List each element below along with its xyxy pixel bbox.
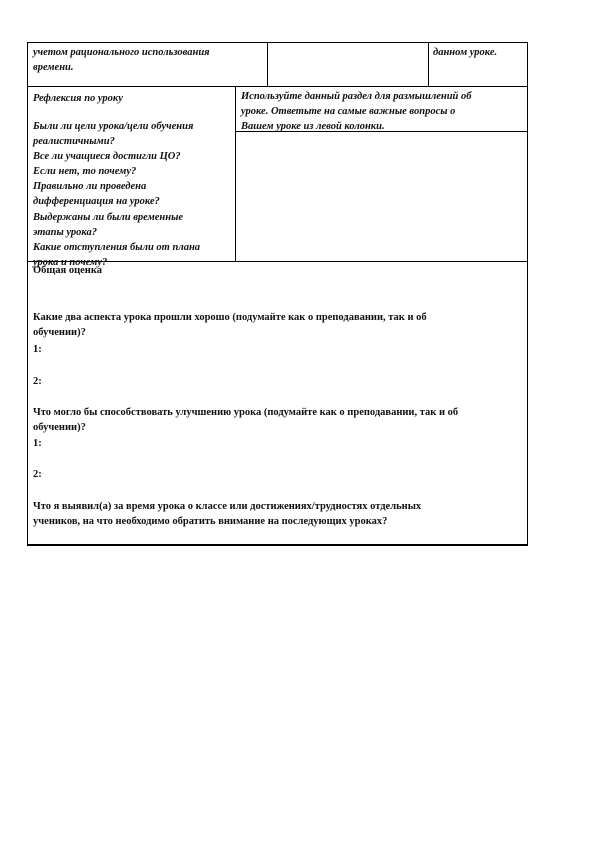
row1-cell1-line: учетом рационального использования: [33, 47, 210, 58]
reflection-question-line: Какие отступления были от плана: [33, 241, 201, 253]
reflection-question-line: Если нет, то почему?: [33, 166, 137, 178]
row1-cell3: данном уроке.: [433, 47, 498, 58]
overall-question-3-line: Что я выявил(а) за время урока о классе или достижениях/трудностях отдельных: [33, 501, 422, 512]
overall-question-2-line: Что могло бы способствовать улучшению урока (подумайте как о преподавании, так и об: [33, 407, 459, 418]
overall-question-1-line: Какие два аспекта урока прошли хорошо (подумайте как о преподавании, так и об: [33, 312, 427, 323]
reflection-question-line: Правильно ли проведена: [33, 181, 147, 193]
overall-title: Общая оценка: [33, 265, 102, 276]
reflection-question-line: Выдержаны ли были временные: [33, 211, 184, 223]
reflection-instruction-line: уроке. Ответьте на самые важные вопросы о: [241, 106, 456, 117]
row1-divider-b: [428, 42, 429, 87]
row1-cell1: [33, 45, 263, 75]
table-border-left: [27, 42, 28, 545]
reflection-instruction: [241, 89, 526, 134]
overall-question-2-line: обучении)?: [33, 422, 86, 433]
table-border-bottom: [27, 544, 528, 546]
overall-question-1-line: обучении)?: [33, 327, 86, 338]
overall-question-2: [33, 405, 523, 435]
reflection-instruction-line: Вашем уроке из левой колонки.: [241, 121, 385, 132]
reflection-instruction-line: Используйте данный раздел для размышлений об: [241, 91, 472, 102]
row1-bottom-border: [27, 86, 528, 87]
reflection-question-line: Были ли цели урока/цели обучения: [33, 121, 194, 132]
q2-answer-1-label: 1:: [33, 438, 42, 449]
table-border-top: [27, 42, 528, 43]
reflection-question-line: урока и почему?: [33, 256, 108, 268]
reflection-question-line: дифференциация на уроке?: [33, 196, 160, 208]
reflection-title: Рефлексия по уроку: [33, 93, 123, 104]
row1-cell1-line: времени.: [33, 62, 74, 73]
q2-answer-2-label: 2:: [33, 469, 42, 480]
reflection-questions: [33, 119, 233, 270]
q1-answer-1-label: 1:: [33, 344, 42, 355]
row1-divider-a: [267, 42, 268, 87]
overall-question-3-line: учеников, на что необходимо обратить внимание на последующих уроках?: [33, 516, 388, 527]
reflection-divider: [235, 86, 236, 262]
table-border-right: [527, 42, 528, 545]
reflection-question-line: этапы урока?: [33, 226, 97, 238]
overall-question-1: [33, 310, 523, 340]
reflection-question-line: реалистичными?: [33, 136, 115, 148]
q1-answer-2-label: 2:: [33, 376, 42, 387]
reflection-question-line: Все ли учащиеся достигли ЦО?: [33, 151, 181, 163]
overall-question-3: [33, 499, 523, 529]
